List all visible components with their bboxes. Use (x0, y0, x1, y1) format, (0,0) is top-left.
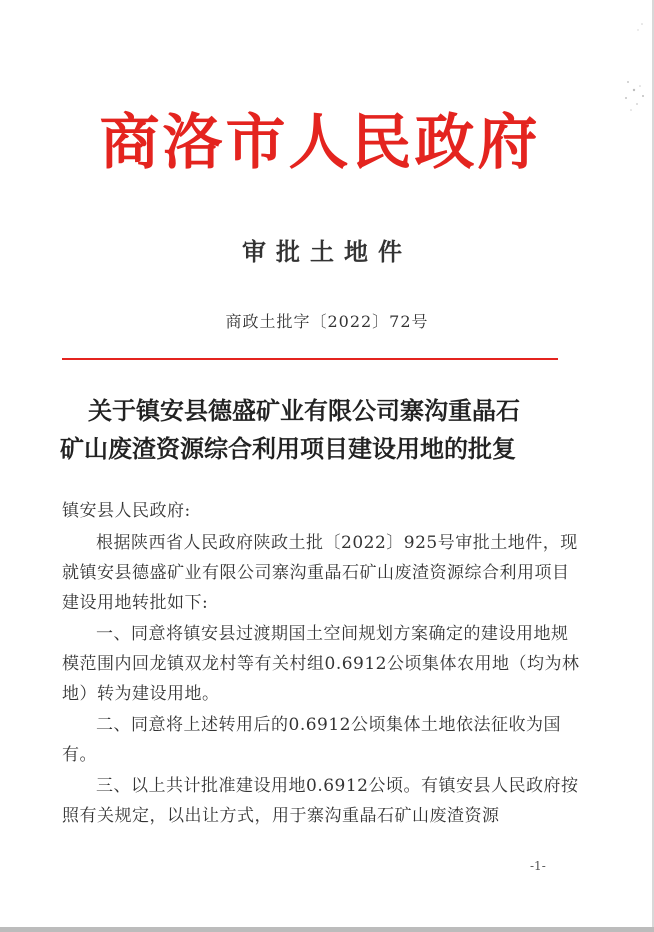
document-type: 审批土地件 (242, 237, 412, 266)
scan-noise (618, 20, 648, 120)
document-body (62, 496, 582, 832)
body-paragraph: 二、同意将上述转用后的0.6912公顷集体土地依法征收为国有。 (62, 715, 561, 765)
page-number: -1- (530, 859, 546, 873)
subject-line-2: 矿山废渣资源综合利用项目建设用地的批复 (60, 434, 516, 463)
body-paragraph: 根据陕西省人民政府陕政土批〔2022〕925号审批土地件，现就镇安县德盛矿业有限公司寨沟重晶石矿山废渣资源综合利用项目建设用地转批如下: (62, 533, 578, 613)
document-number: 商政土批字〔2022〕72号 (225, 312, 429, 331)
red-divider-line (62, 358, 558, 360)
body-paragraph: 一、同意将镇安县过渡期国土空间规划方案确定的建设用地规模范围内回龙镇双龙村等有关村组0.6912公顷集体农用地（均为林地）转为建设用地。 (62, 624, 580, 704)
salutation: 镇安县人民政府: (62, 501, 191, 521)
document-subject (60, 392, 600, 468)
issuing-authority-title: 商洛市人民政府 (99, 108, 541, 178)
body-paragraph: 三、以上共计批准建设用地0.6912公顷。有镇安县人民政府按照有关规定，以出让方式，用于寨沟重晶石矿山废渣资源 (62, 776, 579, 826)
scan-bottom-edge (0, 927, 654, 932)
subject-line-1: 关于镇安县德盛矿业有限公司寨沟重晶石 (88, 396, 520, 425)
